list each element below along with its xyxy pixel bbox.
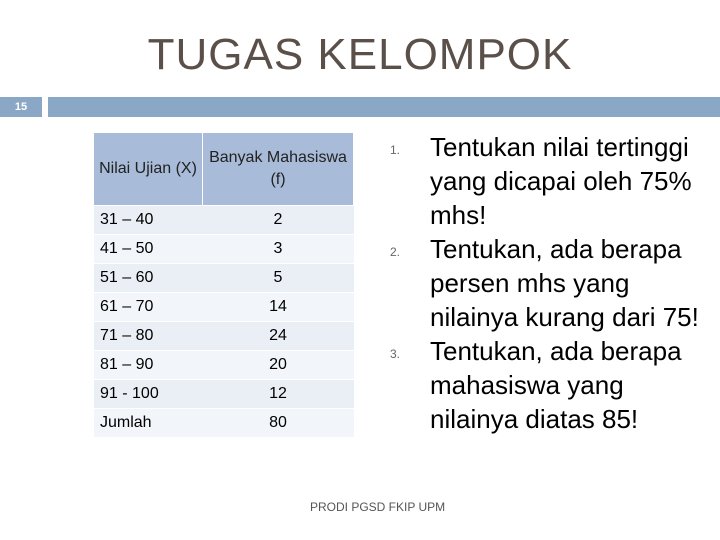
question-item [380, 232, 700, 334]
question-list [380, 130, 700, 436]
question-item [380, 334, 700, 436]
cell-interval: 81 – 90 [94, 351, 203, 380]
cell-interval: 31 – 40 [94, 206, 203, 235]
table-total-row [94, 409, 354, 438]
table-row [94, 206, 354, 235]
cell-total-value: 80 [203, 409, 354, 438]
table-row [94, 293, 354, 322]
cell-frequency: 20 [203, 351, 354, 380]
cell-interval: 41 – 50 [94, 235, 203, 264]
table-header-row [94, 133, 354, 206]
question-item [380, 130, 700, 232]
cell-frequency: 3 [203, 235, 354, 264]
table-row [94, 322, 354, 351]
question-number: 3. [390, 347, 401, 361]
cell-frequency: 24 [203, 322, 354, 351]
question-number: 1. [390, 143, 401, 157]
table-row [94, 235, 354, 264]
cell-frequency: 14 [203, 293, 354, 322]
frequency-table [94, 133, 354, 438]
cell-interval: 51 – 60 [94, 264, 203, 293]
question-text: Tentukan, ada berapa persen mhs yang nilainya kurang dari 75! [430, 234, 699, 332]
question-number: 2. [390, 245, 401, 259]
table-row [94, 351, 354, 380]
cell-frequency: 12 [203, 380, 354, 409]
slide-title: TUGAS KELOMPOK [147, 30, 573, 79]
cell-frequency: 5 [203, 264, 354, 293]
cell-interval: 61 – 70 [94, 293, 203, 322]
header-banyak-mahasiswa: Banyak Mahasiswa (f) [203, 133, 354, 206]
cell-interval: 71 – 80 [94, 322, 203, 351]
cell-total-label: Jumlah [94, 409, 203, 438]
table-row [94, 380, 354, 409]
table-row [94, 264, 354, 293]
slide-number: 15 [0, 97, 42, 117]
question-text: Tentukan nilai tertinggi yang dicapai oleh 75% mhs! [430, 132, 692, 230]
header-accent-bar [48, 97, 720, 117]
cell-interval: 91 - 100 [94, 380, 203, 409]
question-text: Tentukan, ada berapa mahasiswa yang nilainya diatas 85! [430, 336, 682, 434]
cell-frequency: 2 [203, 206, 354, 235]
header-nilai-ujian: Nilai Ujian (X) [94, 133, 203, 206]
footer-text: PRODI PGSD FKIP UPM [310, 500, 446, 514]
